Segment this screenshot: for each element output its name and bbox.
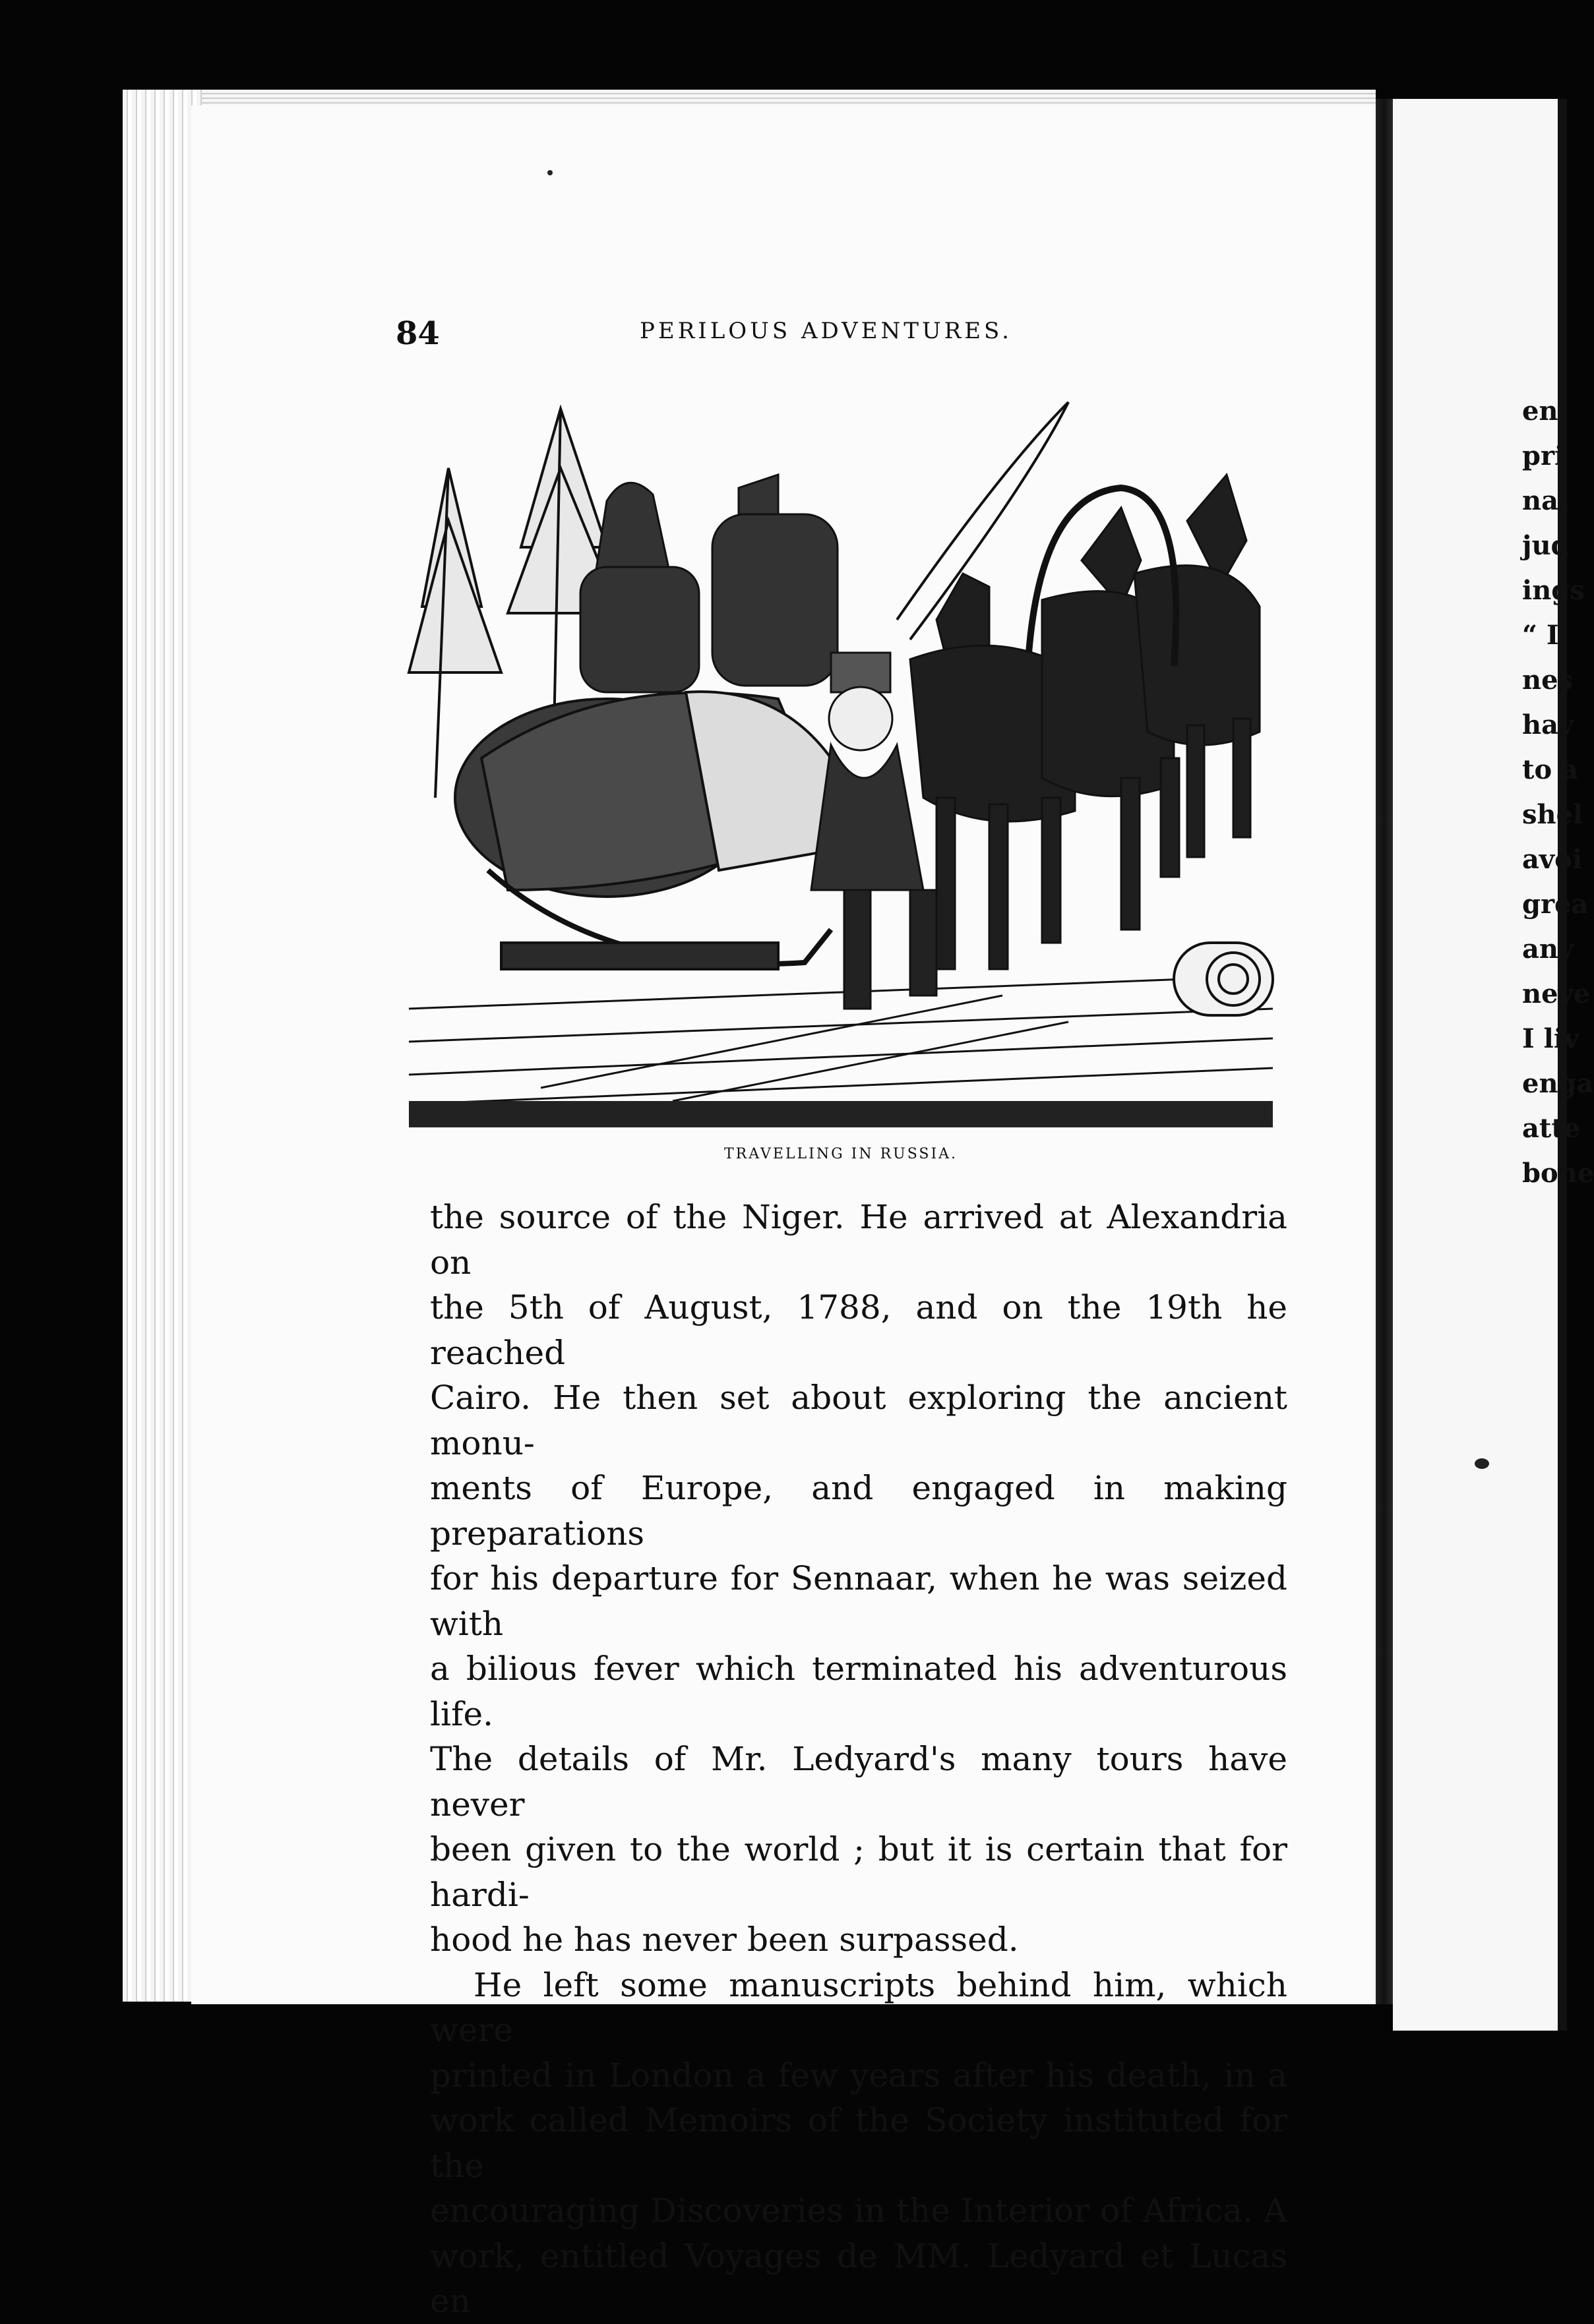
log bbox=[1174, 943, 1273, 1015]
text-line: the 5th of August, 1788, and on the 19th he reached bbox=[430, 1288, 1287, 1372]
facing-line: bone bbox=[1522, 1158, 1594, 1189]
text-line: work, entitled Voyages de MM. Ledyard et Lucas en bbox=[430, 2236, 1287, 2320]
facing-line: I liv bbox=[1522, 1023, 1579, 1054]
text-line: encouraging Discoveries in the Interior of Africa. A bbox=[430, 2191, 1287, 2230]
running-head: PERILOUS ADVENTURES. bbox=[640, 318, 1012, 344]
text-line: a bilious fever which terminated his adventurous life. bbox=[430, 1650, 1287, 1733]
text-line: Cairo. He then set about exploring the ancient monu- bbox=[430, 1379, 1287, 1462]
engraving-sleigh-illustration bbox=[409, 389, 1273, 1127]
facing-line: shel bbox=[1522, 799, 1583, 830]
page-number: 84 bbox=[396, 315, 440, 352]
facing-line: nes bbox=[1522, 665, 1574, 696]
facing-line: neve bbox=[1522, 978, 1591, 1009]
facing-line: any bbox=[1522, 934, 1574, 965]
facing-line: jud bbox=[1522, 530, 1570, 561]
ink-speck bbox=[547, 170, 553, 175]
body-text bbox=[430, 1195, 1287, 2324]
facing-line: en bbox=[1522, 396, 1558, 427]
facing-line: pri bbox=[1522, 440, 1565, 471]
illustration-caption: TRAVELLING IN RUSSIA. bbox=[723, 1146, 958, 1162]
facing-line: “ I bbox=[1522, 620, 1559, 651]
text-line: He left some manuscripts behind him, which were bbox=[430, 1965, 1287, 2049]
text-line: hood he has never been surpassed. bbox=[430, 1921, 1019, 1959]
text-line: the source of the Niger. He arrived at Alexandria on bbox=[430, 1198, 1287, 1282]
text-line: The details of Mr. Ledyard's many tours have never bbox=[430, 1740, 1287, 1824]
facing-line: to a bbox=[1522, 754, 1578, 785]
text-line: work called Memoirs of the Society instituted for the bbox=[430, 2101, 1287, 2185]
text-line: printed in London a few years after his death, in a bbox=[430, 2056, 1287, 2095]
facing-page-text bbox=[1522, 389, 1594, 1196]
facing-line: enga bbox=[1522, 1068, 1594, 1099]
facing-line: hav bbox=[1522, 709, 1574, 740]
facing-line: ings bbox=[1522, 575, 1585, 606]
page-stack-left-edges bbox=[123, 90, 202, 2002]
facing-line: nal bbox=[1522, 485, 1569, 516]
facing-line: grea bbox=[1522, 889, 1589, 920]
text-line: ments of Europe, and engaged in making preparations bbox=[430, 1469, 1287, 1553]
facing-line: avoi bbox=[1522, 844, 1583, 875]
text-line: for his departure for Sennaar, when he was seized with bbox=[430, 1559, 1287, 1643]
ink-speck bbox=[1475, 1458, 1489, 1469]
text-line: been given to the world ; but it is certain that for hardi- bbox=[430, 1830, 1287, 1914]
facing-line: atte bbox=[1522, 1113, 1581, 1144]
book-gutter bbox=[1376, 99, 1393, 2004]
